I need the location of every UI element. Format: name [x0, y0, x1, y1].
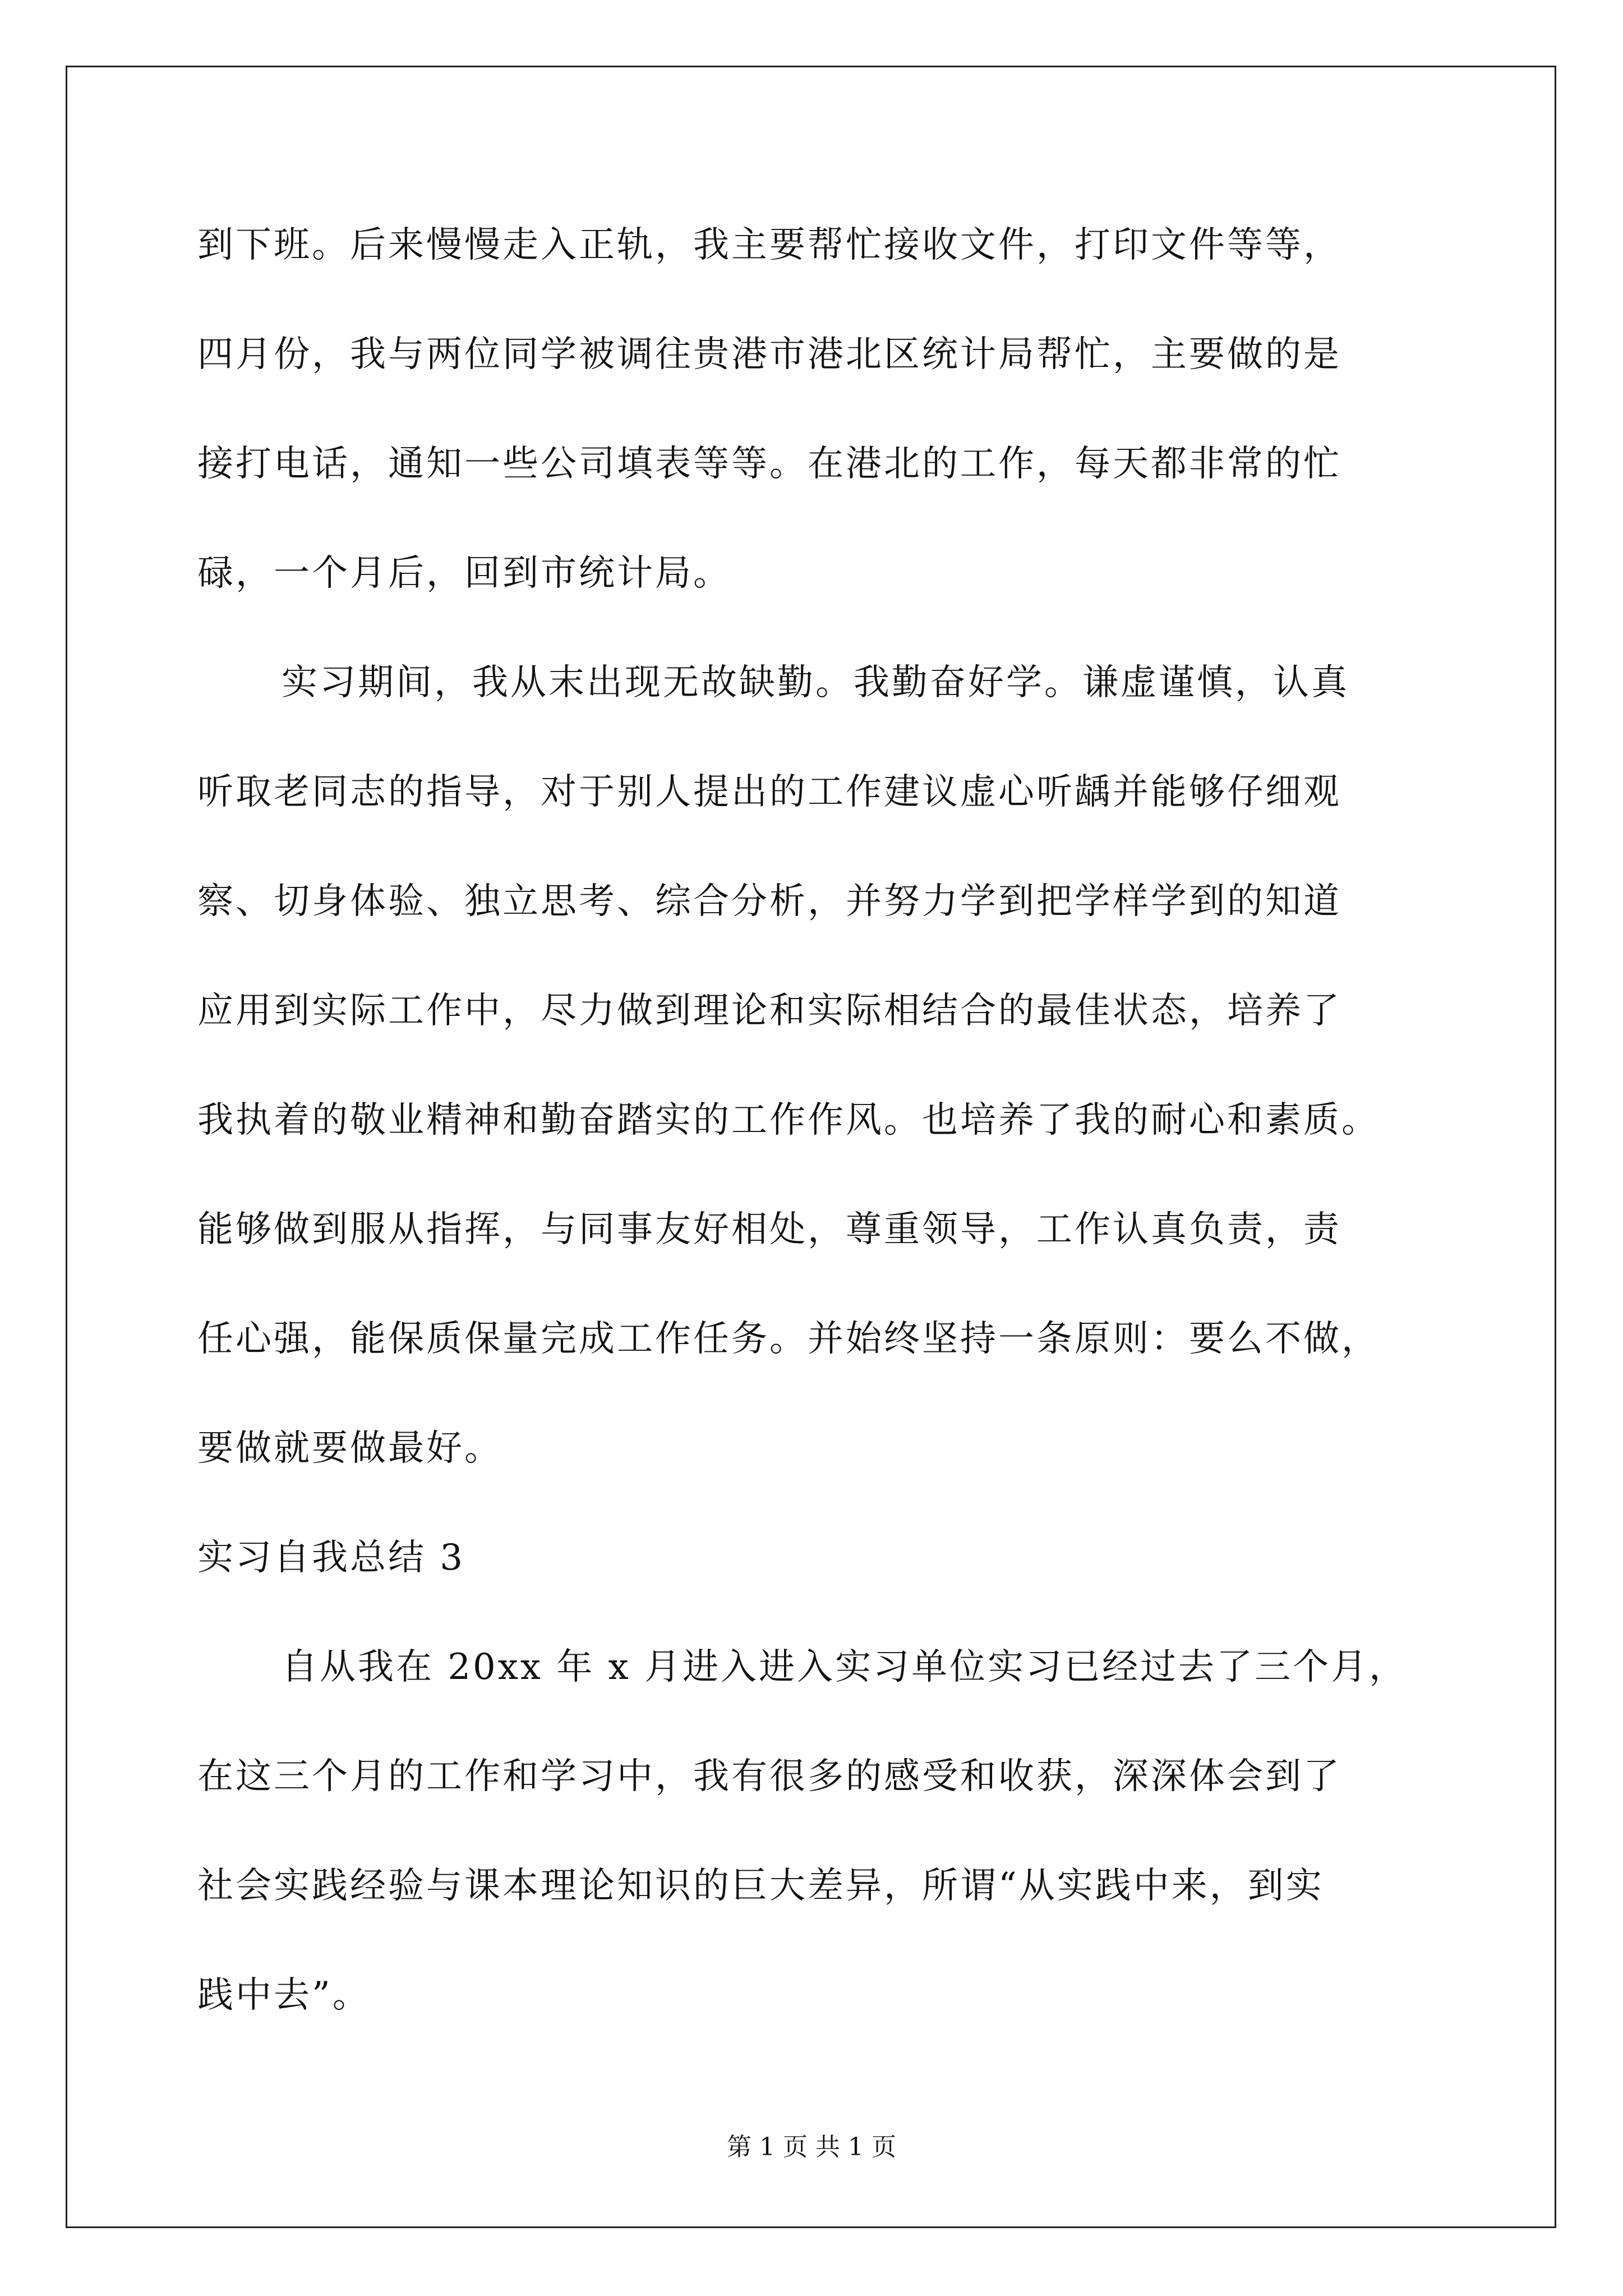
paragraph-3-line-1: 自从我在 20xx 年 x 月进入进入实习单位实习已经过去了三个月，: [282, 1646, 1408, 1688]
paragraph-3-line-4: 践中去”。: [197, 1975, 371, 2016]
paragraph-2-line-7: 任心强，能保质保量完成工作任务。并始终坚持一条原则：要么不做，: [197, 1318, 1380, 1360]
paragraph-3-line-3: 社会实践经验与课本理论知识的巨大差异，所谓“从实践中来，到实: [197, 1865, 1324, 1907]
paragraph-1-line-2: 四月份，我与两位同学被调往贵港市港北区统计局帮忙，主要做的是: [197, 334, 1341, 375]
paragraph-2-line-6: 能够做到服从指挥，与同事友好相处，尊重领导，工作认真负责，责: [197, 1209, 1341, 1250]
paragraph-2-line-5: 我执着的敬业精神和勤奋踏实的工作作风。也培养了我的耐心和素质。: [197, 1099, 1380, 1141]
document-body: [197, 191, 1465, 2050]
paragraph-3-line-2: 在这三个月的工作和学习中，我有很多的感受和收获，深深体会到了: [197, 1756, 1341, 1797]
paragraph-2-line-8: 要做就要做最好。: [197, 1428, 502, 1469]
paragraph-2-line-4: 应用到实际工作中，尽力做到理论和实际相结合的最佳状态，培养了: [197, 990, 1341, 1032]
page-footer: 第 1 页 共 1 页: [727, 2133, 896, 2161]
paragraph-1-line-1: 到下班。后来慢慢走入正轨，我主要帮忙接收文件，打印文件等等，: [197, 224, 1341, 266]
paragraph-1-line-3: 接打电话，通知一些公司填表等等。在港北的工作，每天都非常的忙: [197, 443, 1341, 485]
section-heading: 实习自我总结 3: [197, 1537, 465, 1579]
paragraph-2-line-2: 听取老同志的指导，对于别人提出的工作建议虚心听龋并能够仔细观: [197, 771, 1341, 813]
paragraph-1-line-4: 碌，一个月后，回到市统计局。: [197, 553, 731, 594]
paragraph-2-line-1: 实习期间，我从末出现无故缺勤。我勤奋好学。谦虚谨慎，认真: [282, 662, 1349, 703]
paragraph-2-line-3: 察、切身体验、独立思考、综合分析，并努力学到把学样学到的知道: [197, 881, 1341, 922]
